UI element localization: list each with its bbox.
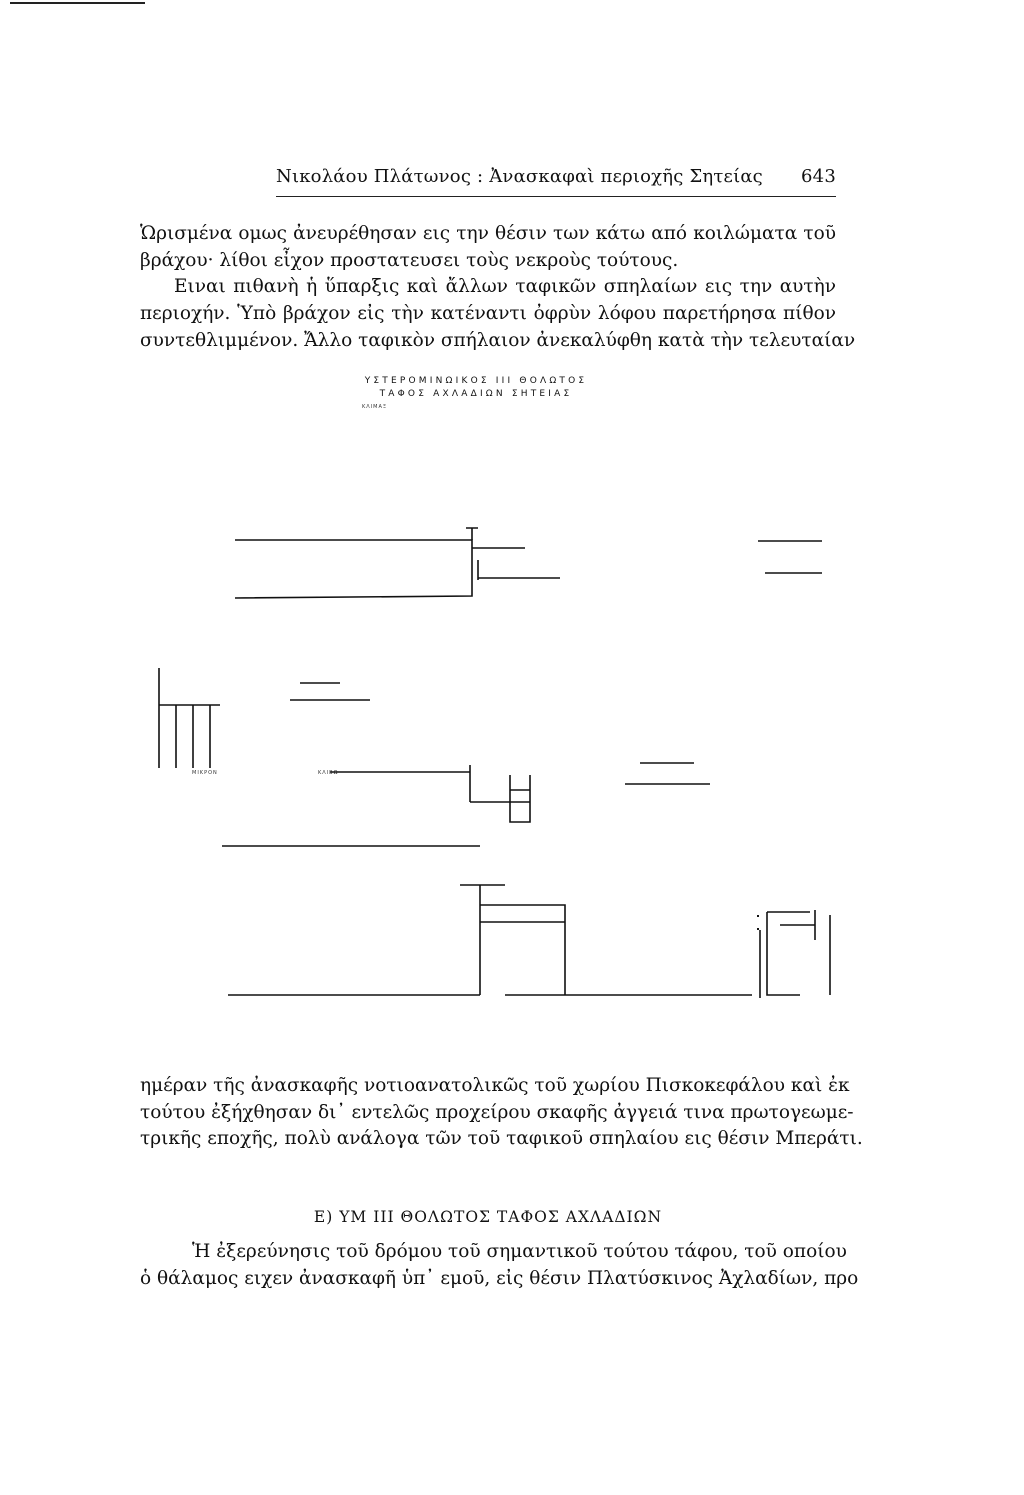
text-line: συντεθλιμμένον. Ἄλλο ταφικὸν σπήλαιον ἀνεκαλύφθη κατὰ τὴν τελευταίαν (140, 329, 856, 351)
text-line: ὁ θάλαμος ειχεν ἀνασκαφῆ ὑπ᾽ εμοῦ, εἰς θέσιν Πλατύσκινος Ἀχλαδίων, προ (140, 1267, 859, 1289)
figure-label-mid: ΚΛΙΒΩ (318, 770, 339, 776)
text-line: ημέραν τῆς ἀνασκαφῆς νοτιοανατολικῶς τοῦ χωρίου Πισκοκεφάλου καὶ ἐκ (140, 1075, 850, 1096)
paragraph-2 (140, 1073, 863, 1153)
figure-title-line-1: ΥΣΤΕΡΟΜΙΝΩΙΚΟΣ ΙΙΙ ΘΟΛΩΤΟΣ (364, 376, 588, 386)
figure-scale-label: ΚΛΙΜΑΞ (362, 404, 388, 410)
plan-dot (757, 915, 759, 917)
plan-wall (510, 775, 530, 822)
running-head-title: Νικολάου Πλάτωνος : Ἀνασκαφαὶ περιοχῆς Σητείας (276, 166, 763, 187)
text-line: Ἡ ἐξερεύνησις τοῦ δρόμου τοῦ σημαντικοῦ τούτου τάφου, τοῦ οποίου (192, 1241, 847, 1262)
section-heading: Ε) ΥΜ ΙΙΙ ΘΟΛΩΤΟΣ ΤΑΦΟΣ ΑΧΛΑΔΙΩΝ (313, 1208, 663, 1226)
text-line: περιοχήν. Ὑπὸ βράχον εἰς τὴν κατέναντι ὀφρὺν λόφου παρετήρησα πίθον (140, 303, 836, 325)
plan-wall (235, 540, 472, 598)
plan-wall (466, 528, 478, 540)
plan-dot (757, 928, 759, 930)
figure-title-line-2: ΤΑΦΟΣ ΑΧΛΑΔΙΩΝ ΣΗΤΕΙΑΣ (379, 389, 573, 399)
text-line: Ειναι πιθανὴ ἡ ὕπαρξις καὶ ἄλλων ταφικῶν σπηλαίων εις την αυτὴν (174, 276, 836, 298)
text-line: τρικῆς εποχῆς, πολὺ ανάλογα τῶν τοῦ ταφικοῦ σπηλαίου εις θέσιν Μπεράτι. (140, 1128, 863, 1150)
running-header (276, 166, 836, 194)
text-line: τούτου ἐξήχθησαν δι᾽ εντελῶς προχείρου σκαφῆς ἀγγειά τινα πρωτογεωμε- (140, 1101, 854, 1123)
page-number: 643 (801, 166, 836, 187)
paragraph-3 (140, 1239, 859, 1292)
scan-edge-mark (10, 2, 145, 4)
header-rule (276, 196, 836, 197)
text-line: Ὡρισμένα ομως ἀνευρέθησαν εις την θέσιν των κάτω από κοιλώματα τοῦ (140, 223, 836, 244)
plan-wall (767, 912, 800, 995)
figure-label-left: ΜΙΚΡΟΝ (192, 770, 218, 776)
text-line: βράχου· λίθοι εἶχον προστατευσει τοὺς νεκροὺς τούτους. (140, 249, 679, 271)
plan-wall (480, 905, 565, 995)
paragraph-1 (140, 221, 856, 355)
